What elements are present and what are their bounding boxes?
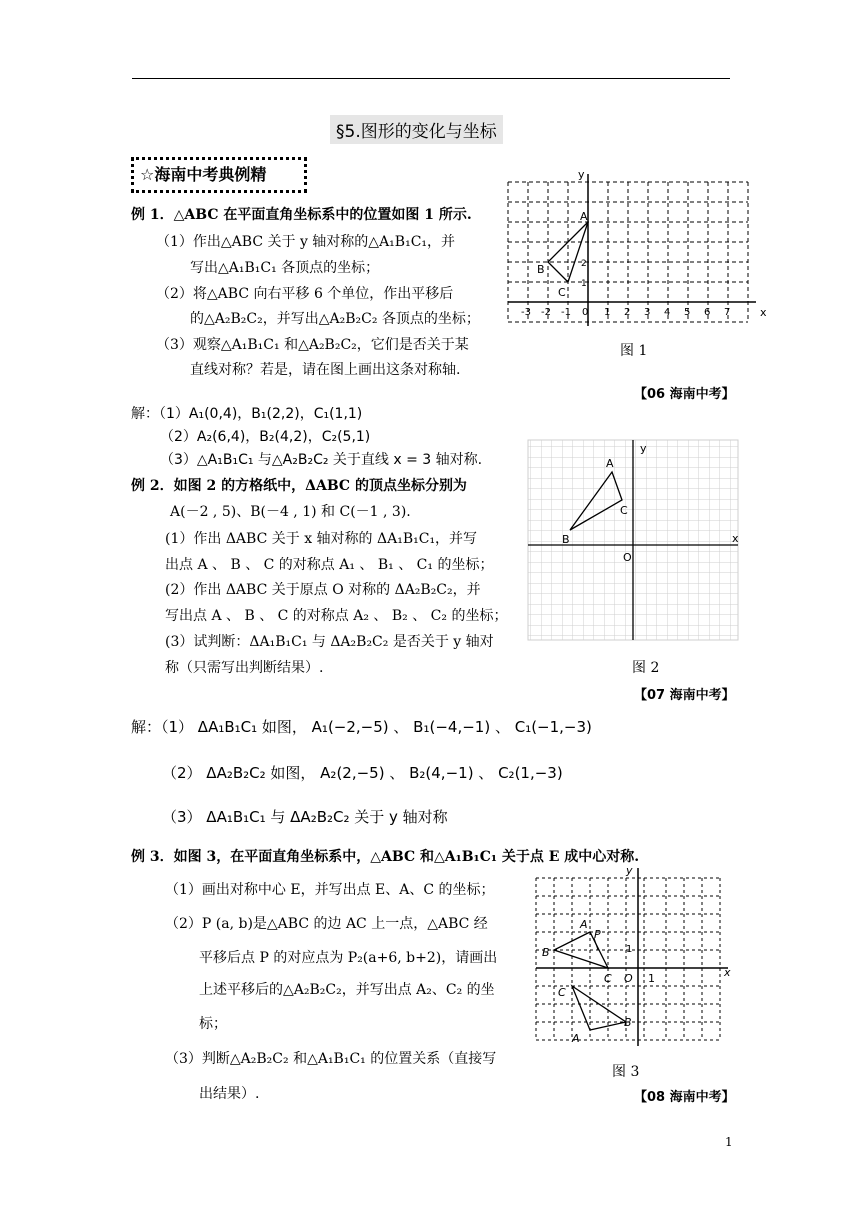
fig1-tick-x: 2 xyxy=(624,307,631,318)
fig1-tick-x: 3 xyxy=(644,307,651,318)
fig3-label-a: A xyxy=(580,918,588,931)
ex2-q2b: 写出点 A 、 B 、 C 的对称点 A₂ 、 B₂ 、 C₂ 的坐标； xyxy=(165,608,508,624)
fig3-tick-1-y: 1 xyxy=(626,944,633,955)
ex1-q3a: （3）观察△A₁B₁C₁ 和△A₂B₂C₂，它们是否关于某 xyxy=(156,337,469,353)
ex2-q3b: 称（只需写出判断结果）. xyxy=(165,660,324,676)
ex2-q2a: (2）作出 ΔABC 关于原点 O 对称的 ΔA₂B₂C₂，并 xyxy=(165,582,481,598)
ex1-head: 例 1．△ABC 在平面直角坐标系中的位置如图 1 所示. xyxy=(131,207,472,223)
ex3-head: 例 3．如图 3，在平面直角坐标系中，△ABC 和△A₁B₁C₁ 关于点 E 成中心对称. xyxy=(131,849,640,865)
fig1-label-c: C xyxy=(558,286,566,299)
fig3-label-b: B xyxy=(542,946,550,959)
fig2-axis-y: y xyxy=(640,442,647,455)
figure-3 xyxy=(528,860,738,1052)
ex1-source: 【06 海南中考】 xyxy=(634,387,735,402)
page-number: 1 xyxy=(725,1135,733,1149)
ex3-q1: （1）画出对称中心 E，并写出点 E、A、C 的坐标； xyxy=(165,882,495,898)
fig1-tick-y: 1 xyxy=(581,279,587,289)
section-label: ☆海南中考典例精 xyxy=(131,157,307,193)
fig3-axis-y: y xyxy=(626,864,633,877)
ex1-q1b: 写出△A₁B₁C₁ 各顶点的坐标； xyxy=(190,260,380,276)
fig3-caption: 图 3 xyxy=(612,1064,640,1080)
ex2-sol2: （2） ΔA₂B₂C₂ 如图， A₂(2,−5) 、 B₂(4,−1) 、 C₂(1,−3) xyxy=(162,764,563,782)
ex2-q3a: (3）试判断：ΔA₁B₁C₁ 与 ΔA₂B₂C₂ 是否关于 y 轴对 xyxy=(165,634,494,650)
fig1-label-a: A xyxy=(580,210,588,223)
figure-1 xyxy=(500,168,770,328)
fig1-axis-x: x xyxy=(760,306,767,319)
ex2-q1a: (1）作出 ΔABC 关于 x 轴对称的 ΔA₁B₁C₁，并写 xyxy=(165,531,478,547)
ex3-q2a: （2）P (a, b)是△ABC 的边 AC 上一点，△ABC 经 xyxy=(165,916,488,932)
fig3-label-b1: B xyxy=(624,1016,632,1029)
fig3-axis-x: x xyxy=(724,966,731,979)
figure-2 xyxy=(520,436,750,644)
fig1-caption: 图 1 xyxy=(620,343,648,359)
ex3-q2b: 平移后点 P 的对应点为 P₂(a+6, b+2)，请画出 xyxy=(199,950,498,966)
fig1-tick-x: -3 xyxy=(521,307,531,318)
fig1-tick-x: -1 xyxy=(561,307,571,318)
ex1-q3b: 直线对称？若是，请在图上画出这条对称轴. xyxy=(190,362,461,378)
ex3-q3b: 出结果）. xyxy=(199,1086,260,1102)
ex3-q2c: 上述平移后的△A₂B₂C₂，并写出点 A₂、C₂ 的坐 xyxy=(199,982,495,998)
page-title: §5.图形的变化与坐标 xyxy=(330,115,503,144)
fig1-tick-x: 5 xyxy=(684,307,691,318)
fig1-tick-x: 0 xyxy=(582,307,589,318)
ex2-q1b: 出点 A 、 B 、 C 的对称点 A₁ 、 B₁ 、 C₁ 的坐标； xyxy=(165,557,494,573)
fig1-tick-y: 2 xyxy=(581,259,587,269)
fig3-label-c1: C xyxy=(558,986,566,999)
header-rule xyxy=(132,78,730,79)
fig3-origin: O xyxy=(624,972,633,985)
fig2-axis-x: x xyxy=(732,532,739,545)
ex2-head: 例 2．如图 2 的方格纸中，ΔABC 的顶点坐标分别为 xyxy=(131,478,467,494)
fig2-caption: 图 2 xyxy=(632,660,660,676)
ex3-source: 【08 海南中考】 xyxy=(634,1090,735,1105)
ex2-sol1: 解：（1） ΔA₁B₁C₁ 如图， A₁(−2,−5) 、 B₁(−4,−1) 、 C₁(−1,−3) xyxy=(131,718,592,736)
ex3-q2d: 标； xyxy=(199,1016,227,1032)
ex2-sol3: （3） ΔA₁B₁C₁ 与 ΔA₂B₂C₂ 关于 y 轴对称 xyxy=(162,808,448,826)
fig2-label-b: B xyxy=(562,533,570,546)
ex1-sol3: （3）△A₁B₁C₁ 与△A₂B₂C₂ 关于直线 x = 3 轴对称. xyxy=(160,452,483,468)
fig3-tick-1: 1 xyxy=(648,972,655,985)
fig1-axis-y: y xyxy=(578,168,585,181)
ex3-q3a: （3）判断△A₂B₂C₂ 和△A₁B₁C₁ 的位置关系（直接写 xyxy=(165,1051,497,1067)
fig1-tick-x: 7 xyxy=(724,307,731,318)
fig2-label-c: C xyxy=(620,504,628,517)
ex2-source: 【07 海南中考】 xyxy=(634,688,735,703)
fig1-label-b: B xyxy=(537,263,545,276)
ex1-q1a: （1）作出△ABC 关于 y 轴对称的△A₁B₁C₁，并 xyxy=(156,234,456,250)
fig1-tick-x: -2 xyxy=(541,307,551,318)
fig2-origin: O xyxy=(623,551,632,564)
ex1-q2a: （2）将△ABC 向右平移 6 个单位，作出平移后 xyxy=(156,286,454,302)
fig3-label-c: C xyxy=(604,972,612,985)
fig3-label-a1: A xyxy=(572,1032,580,1045)
ex1-sol2: （2）A₂(6,4)，B₂(4,2)，C₂(5,1) xyxy=(160,429,371,445)
ex1-sol1: 解：（1）A₁(0,4)，B₁(2,2)，C₁(1,1) xyxy=(131,406,363,422)
fig2-label-a: A xyxy=(606,457,614,470)
fig1-tick-x: 6 xyxy=(704,307,711,318)
fig3-label-p: P xyxy=(594,928,601,941)
ex2-coords: A(－2 , 5)、B(－4 , 1) 和 C(－1 , 3). xyxy=(170,504,411,520)
fig1-tick-x: 4 xyxy=(664,307,671,318)
fig1-tick-x: 1 xyxy=(604,307,611,318)
ex1-q2b: 的△A₂B₂C₂，并写出△A₂B₂C₂ 各顶点的坐标； xyxy=(190,311,480,327)
